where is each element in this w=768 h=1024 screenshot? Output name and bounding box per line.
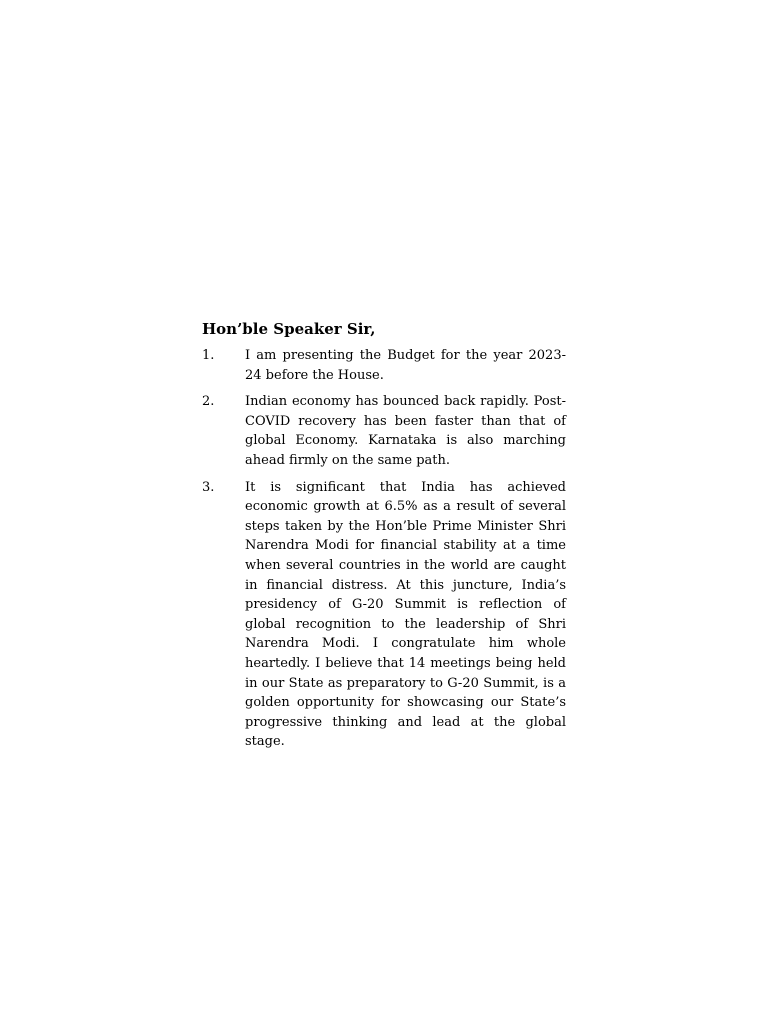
document-page	[202, 318, 566, 759]
paragraph-number: 1.	[202, 348, 215, 363]
paragraph-number: 2.	[202, 394, 215, 410]
paragraph-1	[202, 346, 566, 385]
paragraph-number: 3.	[202, 479, 215, 495]
paragraph-text: Indian economy has bounced back rapidly. Post-COVID recovery has been faster than that of global Economy. Karnataka is also marching ahead firmly on the same path.	[245, 394, 566, 468]
paragraph-3	[202, 478, 566, 752]
salutation-heading: Hon’ble Speaker Sir,	[202, 320, 376, 338]
paragraph-text: I am presenting the Budget for the year 2023-24 before the House.	[245, 348, 566, 383]
paragraph-2	[202, 392, 566, 470]
paragraph-text: It is significant that India has achieved economic growth at 6.5% as a result of several steps taken by the Hon’ble Prime Minister Shri Narendra Modi for financial stability at a time when several countries in the world are caught in financial distress. At this juncture, India’s presidency of G-20 Summit is reflection of global recognition to the leadership of Shri Narendra Modi. I congratulate him whole heartedly. I believe that 14 meetings being held in our State as preparatory to G-20 Summit, is a golden opportunity for showcasing our State’s progressive thinking and lead at the global stage.	[245, 479, 566, 750]
